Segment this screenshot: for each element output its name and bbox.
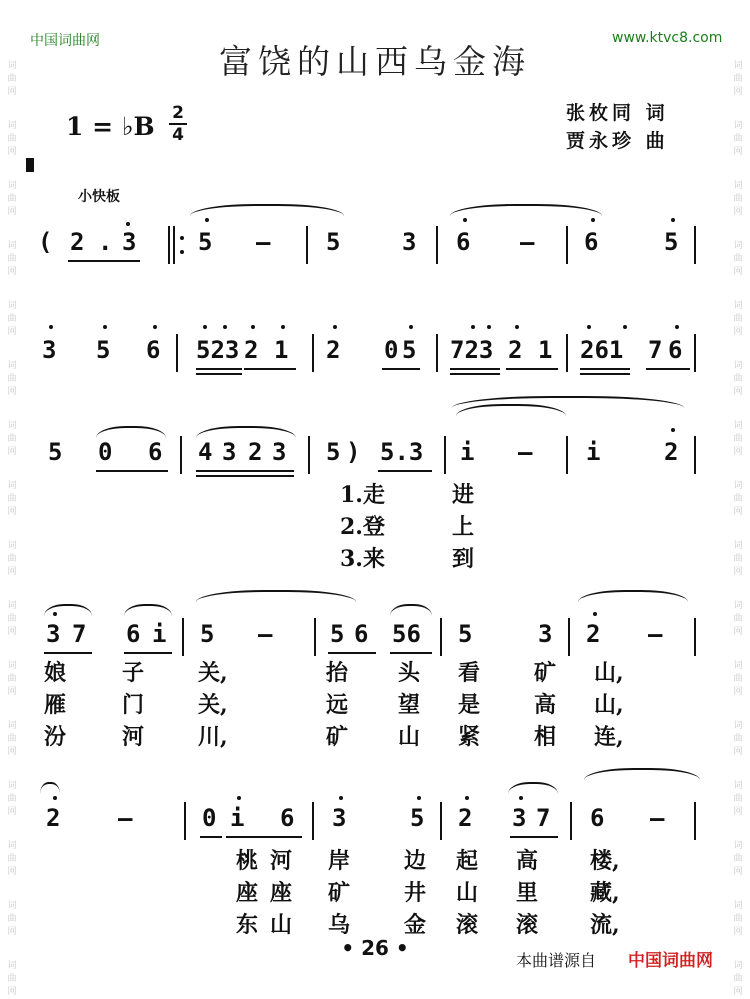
note: 2 <box>326 336 341 364</box>
lyric-syllable: 流, <box>590 912 620 938</box>
underline-beam <box>226 836 302 838</box>
lyric-syllable: 娘 <box>44 660 67 686</box>
note: 3 <box>402 228 417 256</box>
note: 5 <box>326 228 341 256</box>
note: 0 <box>98 438 113 466</box>
note: 3 <box>222 438 237 466</box>
note: 723 <box>450 336 494 364</box>
note: 3 <box>46 620 61 648</box>
note: 2 <box>508 336 523 364</box>
watermark-text: 词 曲 网 <box>733 901 743 937</box>
lyric-syllable: 相 <box>534 724 557 750</box>
text-cursor-marker <box>26 158 34 172</box>
slur <box>196 590 356 602</box>
lyric-syllable: 河 <box>122 724 145 750</box>
watermark-text: 词 曲 网 <box>733 541 743 577</box>
lyric-syllable: 乌 <box>328 912 351 938</box>
key-signature: 1 = ♭B <box>66 112 155 141</box>
watermark-text: 词 曲 网 <box>7 841 17 877</box>
underline-beam <box>506 368 558 370</box>
lyric-syllable: 紧 <box>458 724 481 750</box>
underline-beam <box>196 373 242 375</box>
barline <box>570 802 572 840</box>
barline <box>306 226 308 264</box>
slur <box>508 782 558 794</box>
octave-dot <box>417 796 421 800</box>
note: 7 <box>648 336 663 364</box>
lyric-syllable: 门 <box>122 692 145 718</box>
barline <box>694 334 696 372</box>
lyric-syllable: 岸 <box>328 848 351 874</box>
watermark-text: 词 曲 网 <box>7 301 17 337</box>
watermark-text: 词 曲 网 <box>7 421 17 457</box>
slur <box>584 768 700 780</box>
note: 5 <box>410 804 425 832</box>
watermark-text: 词 曲 网 <box>7 661 17 697</box>
note: 2 <box>586 620 601 648</box>
note: 3 <box>512 804 527 832</box>
tempo-marking: 小快板 <box>78 189 120 205</box>
lyric-syllable: 川, <box>198 724 228 750</box>
lyric-syllable: 河 <box>270 848 293 874</box>
slur <box>44 604 92 616</box>
watermark-text: 词 曲 网 <box>7 781 17 817</box>
underline-beam <box>196 470 294 472</box>
note: 5 <box>96 336 111 364</box>
watermark-text: 词 曲 网 <box>7 361 17 397</box>
dash: — <box>520 228 535 256</box>
barline <box>566 436 568 474</box>
note: 5 <box>48 438 63 466</box>
dash: — <box>258 620 273 648</box>
underline-beam <box>68 260 140 262</box>
octave-dot <box>409 325 413 329</box>
watermark-right <box>726 0 750 996</box>
note: 6 <box>126 620 141 648</box>
barline <box>308 436 310 474</box>
octave-dot <box>103 325 107 329</box>
watermark-text: 词 曲 网 <box>733 361 743 397</box>
lyric-syllable: 2.登 <box>340 514 385 540</box>
lyric-syllable: 座 <box>236 880 259 906</box>
barline <box>312 334 314 372</box>
underline-beam <box>44 652 92 654</box>
slur <box>390 604 432 616</box>
watermark-text: 词 曲 网 <box>7 241 17 277</box>
note: 6 <box>354 620 369 648</box>
barline <box>440 618 442 656</box>
note: 1 <box>274 336 289 364</box>
underline-beam <box>196 368 242 370</box>
note: 7 <box>536 804 551 832</box>
octave-dot <box>465 796 469 800</box>
octave-dot <box>333 325 337 329</box>
note: 0 <box>384 336 399 364</box>
slur <box>96 426 166 438</box>
lyric-syllable: 进 <box>452 482 475 508</box>
underline-beam <box>450 368 500 370</box>
barline <box>568 618 570 656</box>
footer-source-site[interactable]: 中国词曲网 <box>628 951 713 971</box>
note: 3 <box>272 438 287 466</box>
barline <box>173 226 175 264</box>
underline-beam <box>580 373 630 375</box>
lyric-syllable: 是 <box>458 692 481 718</box>
octave-dot <box>463 218 467 222</box>
lyric-syllable: 桃 <box>236 848 259 874</box>
note: 6 <box>148 438 163 466</box>
underline-beam <box>328 652 376 654</box>
octave-dot <box>126 222 130 226</box>
note: 2 <box>248 438 263 466</box>
slur <box>450 204 602 216</box>
lyric-syllable: 山, <box>594 692 624 718</box>
octave-dot <box>339 796 343 800</box>
octave-dot <box>203 325 207 329</box>
close-paren: ) <box>346 438 361 466</box>
octave-dot <box>223 325 227 329</box>
note: 3 <box>122 228 137 256</box>
lyric-syllable: 看 <box>458 660 481 686</box>
underline-beam <box>200 836 222 838</box>
barline <box>444 436 446 474</box>
watermark-text: 词 曲 网 <box>7 601 17 637</box>
lyric-syllable: 山, <box>594 660 624 686</box>
note: 6 <box>146 336 161 364</box>
watermark-text: 词 曲 网 <box>7 961 17 997</box>
octave-dot <box>675 325 679 329</box>
lyricist-credit: 张枚同 词 <box>566 102 669 124</box>
note: 261 <box>580 336 624 364</box>
underline-beam <box>580 368 630 370</box>
note: 2 <box>46 804 61 832</box>
open-paren: ( <box>38 228 53 256</box>
lyric-syllable: 汾 <box>44 724 67 750</box>
lyric-syllable: 高 <box>516 848 539 874</box>
time-signature-top: 2 <box>172 103 184 123</box>
note: 5 <box>664 228 679 256</box>
lyric-syllable: 滚 <box>516 912 539 938</box>
dash: — <box>650 804 665 832</box>
octave-dot <box>53 796 57 800</box>
watermark-text: 词 曲 网 <box>733 301 743 337</box>
underline-beam <box>510 836 558 838</box>
note: 6 <box>456 228 471 256</box>
underline-beam <box>382 368 420 370</box>
barline <box>694 436 696 474</box>
lyric-syllable: 关, <box>198 660 228 686</box>
underline-beam <box>450 373 500 375</box>
lyric-syllable: 抬 <box>326 660 349 686</box>
watermark-text: 词 曲 网 <box>733 661 743 697</box>
watermark-text: 词 曲 网 <box>7 121 17 157</box>
barline <box>182 618 184 656</box>
lyric-syllable: 子 <box>122 660 145 686</box>
note: 5 <box>198 228 213 256</box>
lyric-syllable: 金 <box>404 912 427 938</box>
note: i <box>230 804 245 832</box>
dot-duration: . <box>98 228 113 256</box>
note: 6 <box>584 228 599 256</box>
watermark-text: 词 曲 网 <box>7 541 17 577</box>
site-name-top-left[interactable]: 中国词曲网 <box>30 33 100 49</box>
watermark-left <box>0 0 24 996</box>
song-title: 富饶的山西乌金海 <box>219 42 531 81</box>
lyric-syllable: 里 <box>516 880 539 906</box>
watermark-text: 词 曲 网 <box>7 721 17 757</box>
lyric-syllable: 头 <box>398 660 421 686</box>
barline <box>436 334 438 372</box>
underline-beam <box>646 368 690 370</box>
barline <box>436 226 438 264</box>
page-number: • 26 • <box>341 936 409 960</box>
dash: — <box>118 804 133 832</box>
note: i <box>152 620 167 648</box>
lyric-syllable: 藏, <box>590 880 620 906</box>
barline <box>184 802 186 840</box>
barline <box>566 226 568 264</box>
lyric-syllable: 1.走 <box>340 482 385 508</box>
dash: — <box>256 228 271 256</box>
watermark-text: 词 曲 网 <box>733 841 743 877</box>
octave-dot <box>251 325 255 329</box>
note: 5.3 <box>380 438 424 466</box>
lyric-syllable: 边 <box>404 848 427 874</box>
octave-dot <box>471 325 475 329</box>
note: 5 <box>458 620 473 648</box>
note: 4 <box>198 438 213 466</box>
note: 0 <box>202 804 217 832</box>
slur <box>578 590 688 602</box>
slur <box>196 426 296 438</box>
note: 5 <box>402 336 417 364</box>
octave-dot <box>180 250 184 254</box>
footer-source-label: 本曲谱源自 <box>516 951 597 970</box>
note: 56 <box>392 620 421 648</box>
lyric-syllable: 到 <box>452 546 475 572</box>
lyric-syllable: 远 <box>326 692 349 718</box>
watermark-text: 词 曲 网 <box>733 481 743 517</box>
octave-dot <box>623 325 627 329</box>
lyric-syllable: 东 <box>236 912 259 938</box>
lyric-syllable: 关, <box>198 692 228 718</box>
barline <box>440 802 442 840</box>
note: 7 <box>72 620 87 648</box>
watermark-text: 词 曲 网 <box>733 241 743 277</box>
lyric-syllable: 连, <box>594 724 624 750</box>
watermark-text: 词 曲 网 <box>7 61 17 97</box>
barline <box>180 436 182 474</box>
lyric-syllable: 楼, <box>590 848 620 874</box>
lyric-syllable: 矿 <box>534 660 557 686</box>
octave-dot <box>671 428 675 432</box>
watermark-text: 词 曲 网 <box>733 601 743 637</box>
watermark-text: 词 曲 网 <box>733 61 743 97</box>
barline <box>312 802 314 840</box>
lyric-syllable: 上 <box>452 514 475 540</box>
note: 2 <box>458 804 473 832</box>
lyric-syllable: 山 <box>270 912 293 938</box>
underline-beam <box>96 470 168 472</box>
note: 1 <box>538 336 553 364</box>
lyric-syllable: 座 <box>270 880 293 906</box>
underline-beam <box>124 652 172 654</box>
time-signature <box>166 104 190 144</box>
slur <box>40 782 60 794</box>
lyric-syllable: 望 <box>398 692 421 718</box>
watermark-text: 词 曲 网 <box>733 121 743 157</box>
lyric-syllable: 滚 <box>456 912 479 938</box>
composer-credit: 贾永珍 曲 <box>566 130 669 152</box>
watermark-text: 词 曲 网 <box>7 481 17 517</box>
site-url-top-right[interactable]: www.ktvc8.com <box>612 30 723 46</box>
note: i <box>460 438 475 466</box>
octave-dot <box>593 612 597 616</box>
note: 5 <box>326 438 341 466</box>
note: 5 <box>330 620 345 648</box>
underline-beam <box>244 368 296 370</box>
lyric-syllable: 高 <box>534 692 557 718</box>
slur <box>190 204 344 216</box>
watermark-text: 词 曲 网 <box>733 421 743 457</box>
octave-dot <box>487 325 491 329</box>
watermark-text: 词 曲 网 <box>733 181 743 217</box>
note: 2 <box>664 438 679 466</box>
lyric-syllable: 井 <box>404 880 427 906</box>
underline-beam <box>390 652 432 654</box>
octave-dot <box>519 796 523 800</box>
dash: — <box>518 438 533 466</box>
octave-dot <box>49 325 53 329</box>
note: 3 <box>42 336 57 364</box>
note: 2 <box>70 228 85 256</box>
note: i <box>586 438 601 466</box>
barline <box>176 334 178 372</box>
octave-dot <box>515 325 519 329</box>
note: 6 <box>280 804 295 832</box>
lyric-syllable: 山 <box>398 724 421 750</box>
watermark-text: 词 曲 网 <box>733 781 743 817</box>
barline <box>694 618 696 656</box>
watermark-text: 词 曲 网 <box>7 901 17 937</box>
octave-dot <box>587 325 591 329</box>
octave-dot <box>237 796 241 800</box>
note: 523 <box>196 336 240 364</box>
barline <box>314 618 316 656</box>
barline <box>694 226 696 264</box>
octave-dot <box>153 325 157 329</box>
barline <box>168 226 170 264</box>
octave-dot <box>180 236 184 240</box>
lyric-syllable: 矿 <box>328 880 351 906</box>
note: 5 <box>200 620 215 648</box>
lyric-syllable: 雁 <box>44 692 67 718</box>
octave-dot <box>281 325 285 329</box>
time-signature-bottom: 4 <box>172 125 184 145</box>
lyric-syllable: 矿 <box>326 724 349 750</box>
note: 6 <box>668 336 683 364</box>
watermark-text: 词 曲 网 <box>733 961 743 997</box>
watermark-text: 词 曲 网 <box>733 721 743 757</box>
watermark-text: 词 曲 网 <box>7 181 17 217</box>
lyric-syllable: 山 <box>456 880 479 906</box>
octave-dot <box>671 218 675 222</box>
slur <box>124 604 172 616</box>
note: 3 <box>332 804 347 832</box>
barline <box>694 802 696 840</box>
octave-dot <box>591 218 595 222</box>
note: 6 <box>590 804 605 832</box>
underline-beam <box>196 475 294 477</box>
note: 3 <box>538 620 553 648</box>
lyric-syllable: 起 <box>456 848 479 874</box>
lyric-syllable: 3.来 <box>340 546 385 572</box>
octave-dot <box>205 218 209 222</box>
underline-beam <box>378 470 432 472</box>
dash: — <box>648 620 663 648</box>
barline <box>566 334 568 372</box>
note: 2 <box>244 336 259 364</box>
